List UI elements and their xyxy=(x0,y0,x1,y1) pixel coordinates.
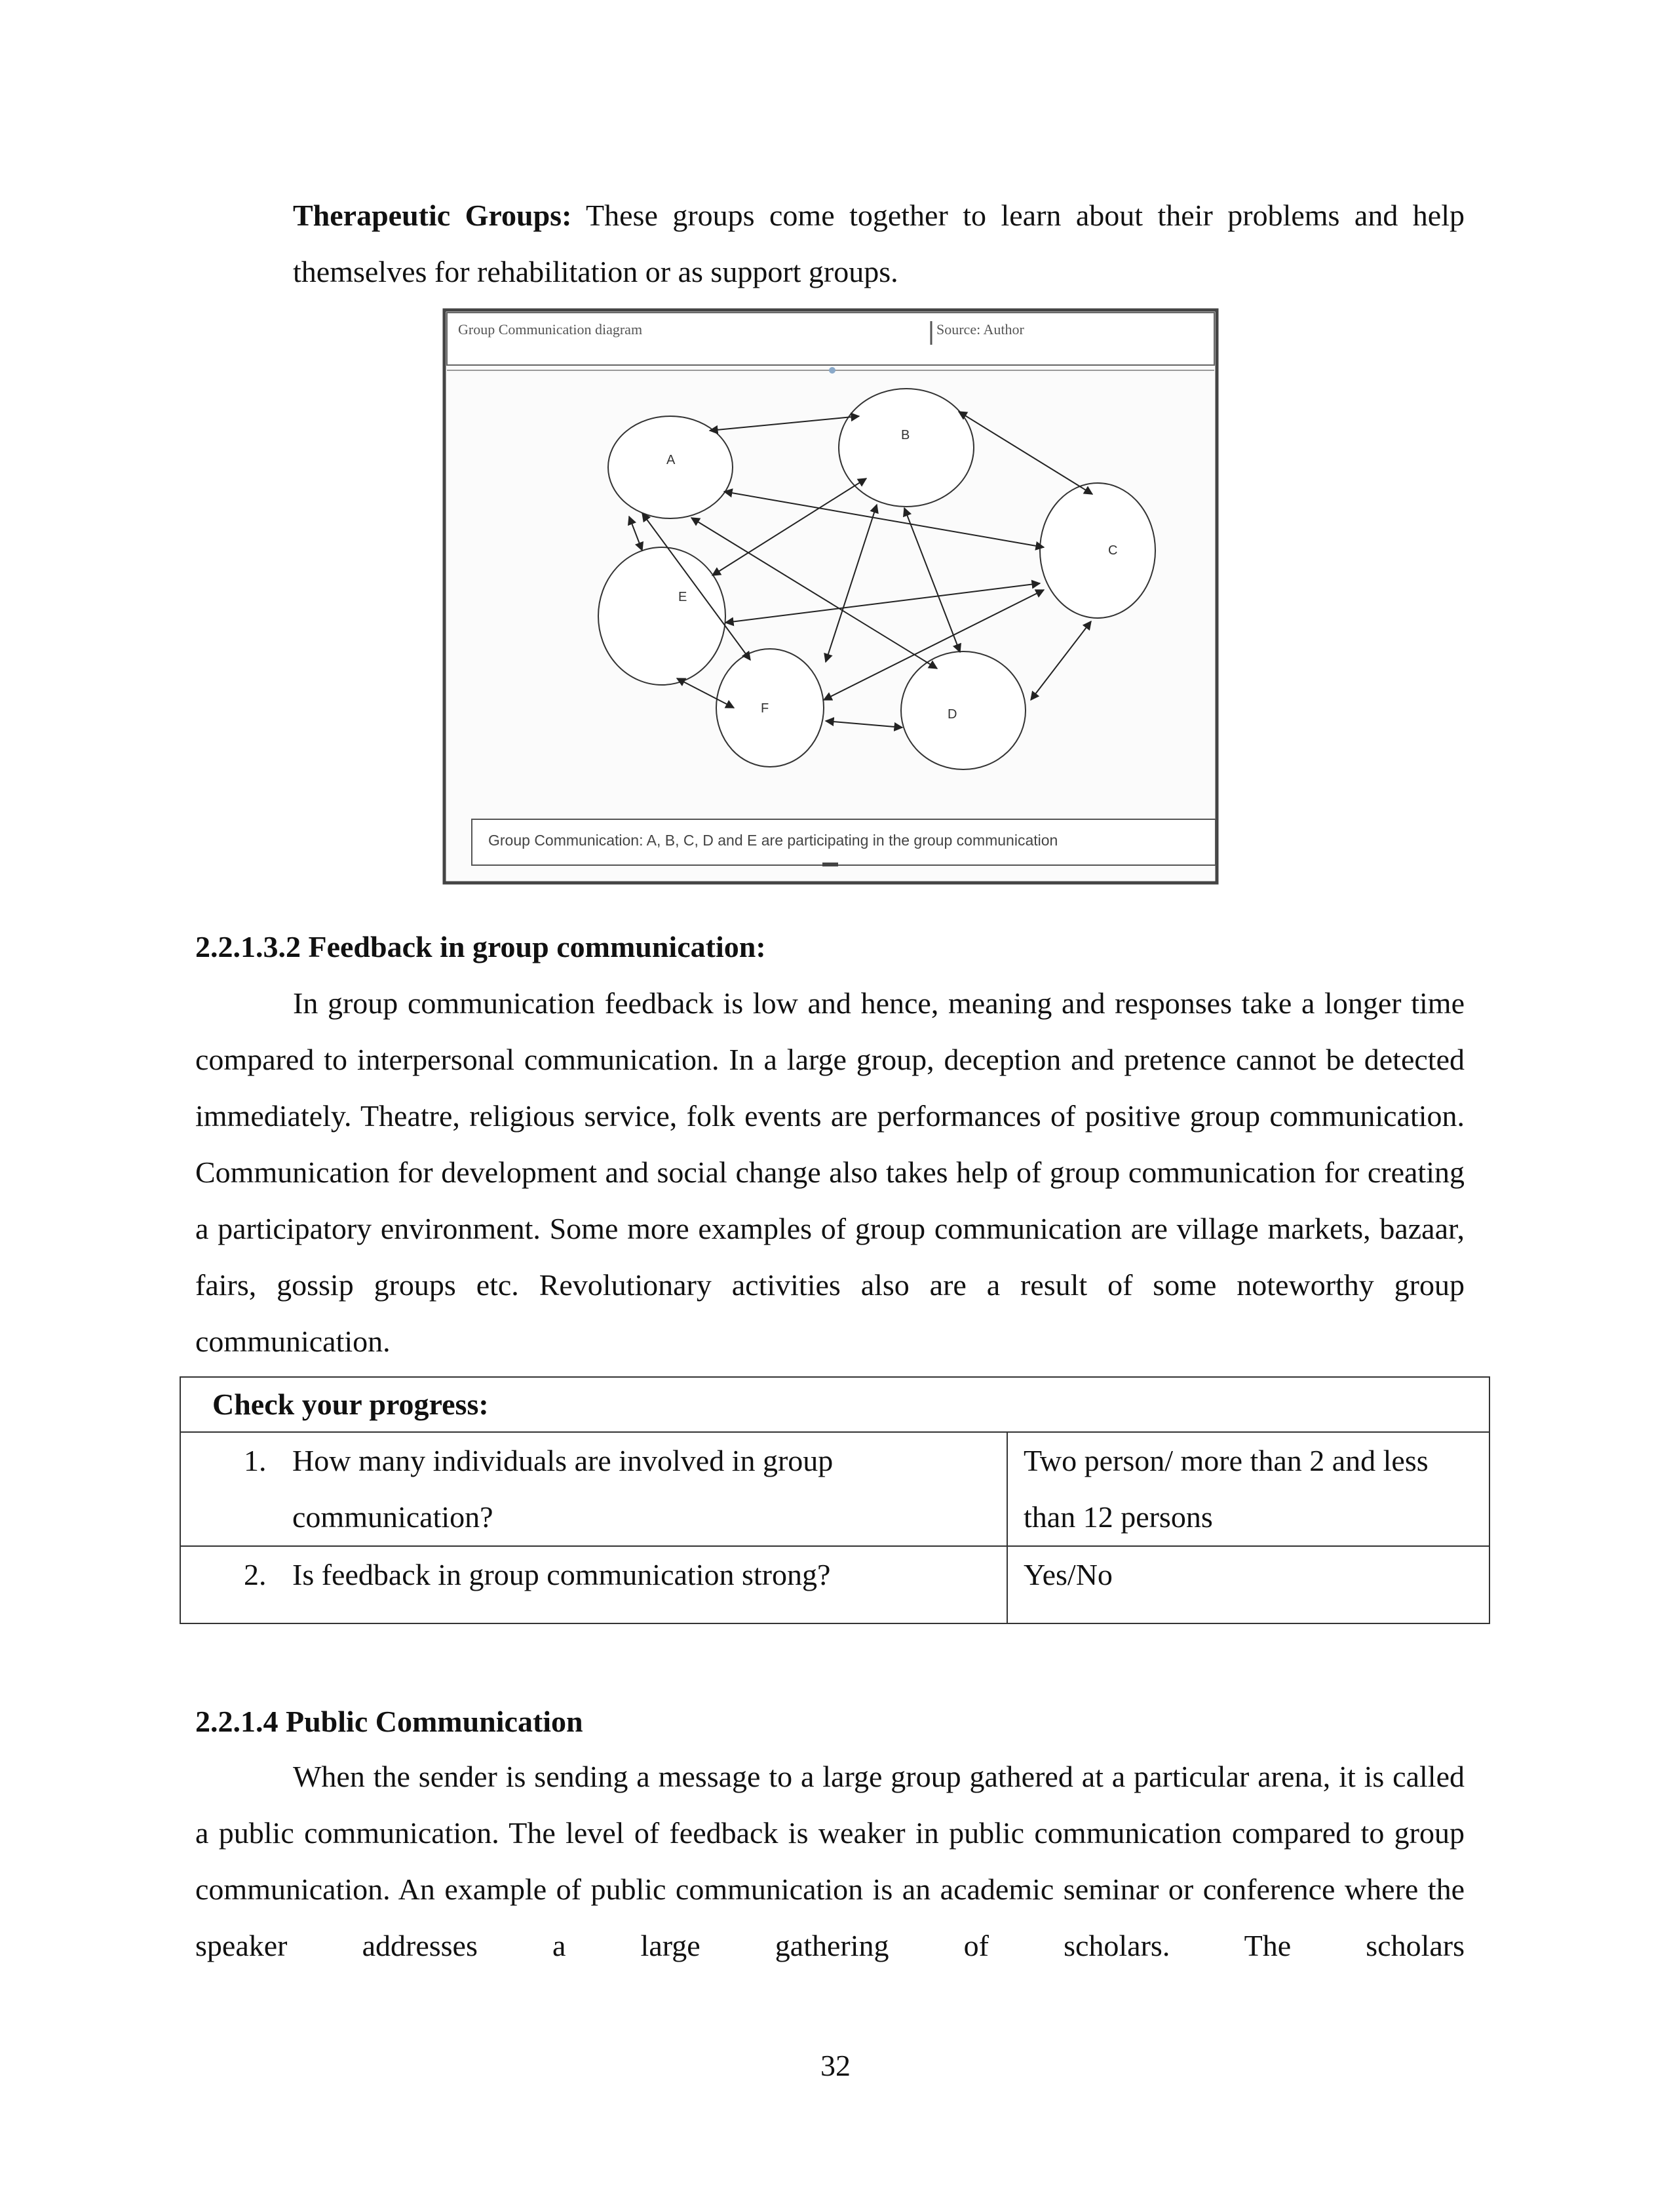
node-b xyxy=(839,389,974,507)
figure-caption: Group Communication: A, B, C, D and E are participating in the group communication xyxy=(488,832,1058,849)
figure-title: Group Communication diagram xyxy=(458,321,643,338)
figure-caption-marker xyxy=(822,863,838,866)
figure-header-box xyxy=(447,313,1214,365)
check-progress-heading: Check your progress: xyxy=(180,1377,1489,1432)
question-text: How many individuals are involved in group communication? xyxy=(292,1444,834,1534)
page-number: 32 xyxy=(820,2049,851,2082)
table-row xyxy=(180,1546,1489,1623)
answer-cell: Yes/No xyxy=(1007,1546,1489,1623)
group-communication-figure xyxy=(442,308,1219,885)
question-text: Is feedback in group communication strong? xyxy=(292,1558,831,1591)
node-d xyxy=(901,651,1026,769)
question-cell xyxy=(180,1546,1007,1623)
feedback-section-heading: 2.2.1.3.2 Feedback in group communication: xyxy=(195,930,766,963)
node-a xyxy=(608,416,733,518)
node-c-label: C xyxy=(1108,543,1118,558)
node-e xyxy=(598,547,725,685)
node-e-label: E xyxy=(678,590,687,604)
question-cell xyxy=(180,1432,1007,1546)
question-number: 2. xyxy=(244,1558,267,1591)
answer-cell: Two person/ more than 2 and less than 12 persons xyxy=(1007,1432,1489,1546)
public-section-heading: 2.2.1.4 Public Communication xyxy=(195,1705,583,1738)
node-c xyxy=(1040,483,1155,618)
therapeutic-groups-text: These groups come together to learn about their problems and help themselves for rehabilitation or as support groups. xyxy=(293,199,1465,288)
question-number: 1. xyxy=(244,1444,267,1477)
figure-source: Source: Author xyxy=(936,321,1024,338)
node-f-label: F xyxy=(761,701,769,716)
node-f xyxy=(716,649,824,767)
therapeutic-groups-term: Therapeutic Groups: xyxy=(293,199,572,232)
table-row xyxy=(180,1432,1489,1546)
check-progress-table xyxy=(180,1376,1490,1624)
feedback-section-paragraph: In group communication feedback is low and hence, meaning and responses take a longer time compared to interpersonal communication. In a large group, deception and pretence cannot be detected immediately. Theatre, religious service, folk events are performances of positive group communication. Communication for development and social change also takes help of group communication for creating a participatory environment. Some more examples of group communication are village markets, bazaar, fairs, gossip groups etc. Revolutionary activities also are a result of some noteworthy group communication. xyxy=(195,986,1465,1358)
node-b-label: B xyxy=(901,428,910,442)
therapeutic-groups-paragraph xyxy=(293,187,1465,300)
public-section-paragraph: When the sender is sending a message to a large group gathered at a particular arena, it is called a public communication. The level of feedback is weaker in public communication compared to group communication. An example of public communication is an academic seminar or conference where the speaker addresses a large gathering of scholars. The scholars xyxy=(195,1760,1465,1962)
node-d-label: D xyxy=(948,707,957,722)
check-progress-header-row xyxy=(180,1377,1489,1432)
node-a-label: A xyxy=(666,453,676,467)
figure-header-marker xyxy=(829,367,836,374)
